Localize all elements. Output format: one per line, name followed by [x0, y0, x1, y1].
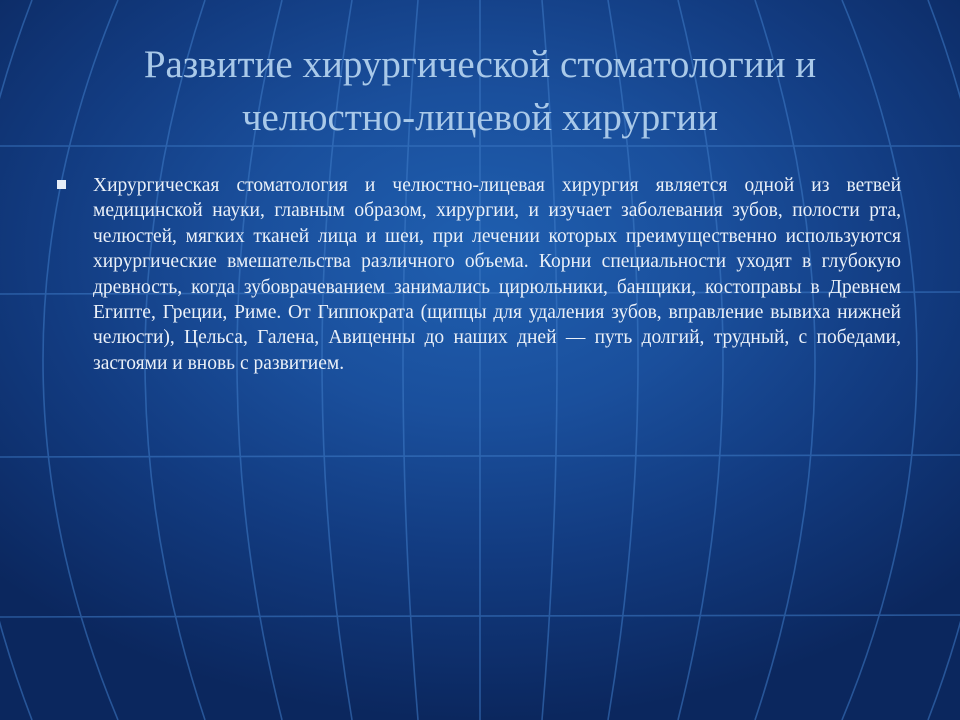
slide-title: [60, 38, 900, 144]
slide-body-text: Хирургическая стоматология и челюстно-лицевая хирургия является одной из ветвей медицинской науки, главным образом, хирургии, и изучает заболевания зубов, полости рта, челюстей, мягких тканей лица и шеи, при лечении которых преимущественно используются хирургические вмешательства различного объема. Корни специальности уходят в глубокую древность, когда зубоврачеванием занимались цирюльники, банщики, костоправы в Древнем Египте, Греции, Риме. От Гиппократа (щипцы для удаления зубов, вправление вывиха нижней челюсти), Цельса, Галена, Авиценны до наших дней — путь долгий, трудный, с победами, застоями и вновь с развитием.: [93, 175, 901, 374]
square-bullet-icon: [57, 180, 66, 189]
slide-title-line-2: челюстно-лицевой хирургии: [241, 96, 719, 139]
slide-title-line-1: Развитие хирургической стоматологии и: [143, 43, 817, 86]
